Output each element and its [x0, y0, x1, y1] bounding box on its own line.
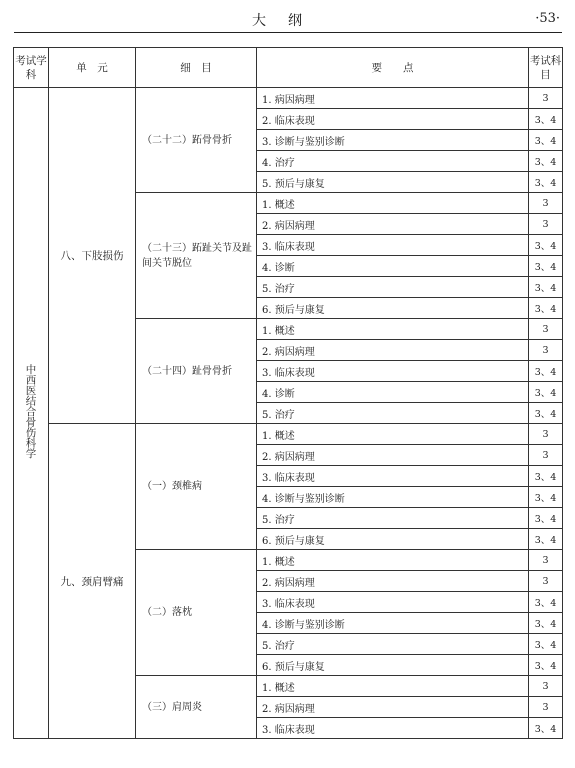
detail-cell: （三）肩周炎: [136, 676, 257, 739]
point-cell: 4. 诊断与鉴别诊断: [257, 613, 529, 634]
unit-cell: 八、下肢损伤: [49, 88, 136, 424]
exam-level-cell: 3: [529, 193, 563, 214]
exam-level-cell: 3、4: [529, 235, 563, 256]
exam-level-cell: 3: [529, 550, 563, 571]
point-cell: 4. 诊断与鉴别诊断: [257, 487, 529, 508]
exam-level-cell: 3、4: [529, 487, 563, 508]
point-cell: 1. 概述: [257, 424, 529, 445]
point-cell: 4. 诊断: [257, 382, 529, 403]
point-cell: 4. 诊断: [257, 256, 529, 277]
exam-level-cell: 3、4: [529, 592, 563, 613]
point-cell: 5. 治疗: [257, 634, 529, 655]
exam-level-cell: 3、4: [529, 172, 563, 193]
column-header-unit: 单 元: [49, 48, 136, 88]
point-cell: 5. 预后与康复: [257, 172, 529, 193]
exam-level-cell: 3: [529, 571, 563, 592]
point-cell: 6. 预后与康复: [257, 298, 529, 319]
exam-level-cell: 3、4: [529, 109, 563, 130]
column-header-detail: 细 目: [136, 48, 257, 88]
table-body: [14, 88, 563, 739]
point-cell: 1. 概述: [257, 676, 529, 697]
detail-cell: （一）颈椎病: [136, 424, 257, 550]
exam-level-cell: 3、4: [529, 508, 563, 529]
table-row: [14, 88, 563, 109]
exam-level-cell: 3、4: [529, 151, 563, 172]
detail-cell: （二十二）跖骨骨折: [136, 88, 257, 193]
point-cell: 3. 临床表现: [257, 718, 529, 739]
point-cell: 1. 概述: [257, 550, 529, 571]
column-header-subject: 考试学科: [14, 48, 49, 88]
point-cell: 3. 临床表现: [257, 466, 529, 487]
subject-cell: [14, 88, 49, 739]
point-cell: 5. 治疗: [257, 403, 529, 424]
detail-cell: （二）落枕: [136, 550, 257, 676]
exam-level-cell: 3、4: [529, 466, 563, 487]
exam-level-cell: 3: [529, 340, 563, 361]
exam-level-cell: 3、4: [529, 361, 563, 382]
point-cell: 3. 诊断与鉴别诊断: [257, 130, 529, 151]
point-cell: 2. 临床表现: [257, 109, 529, 130]
point-cell: 2. 病因病理: [257, 697, 529, 718]
point-cell: 2. 病因病理: [257, 214, 529, 235]
exam-level-cell: 3、4: [529, 382, 563, 403]
point-cell: 3. 临床表现: [257, 235, 529, 256]
exam-level-cell: 3、4: [529, 298, 563, 319]
point-cell: 2. 病因病理: [257, 571, 529, 592]
detail-cell: （二十四）趾骨骨折: [136, 319, 257, 424]
point-cell: 5. 治疗: [257, 508, 529, 529]
point-cell: 1. 病因病理: [257, 88, 529, 109]
exam-level-cell: 3: [529, 676, 563, 697]
exam-level-cell: 3、4: [529, 403, 563, 424]
syllabus-table: [13, 47, 563, 739]
subject-label: 中西医结合骨伤科学: [24, 364, 37, 459]
point-cell: 3. 临床表现: [257, 361, 529, 382]
point-cell: 6. 预后与康复: [257, 655, 529, 676]
point-cell: 3. 临床表现: [257, 592, 529, 613]
exam-level-cell: 3、4: [529, 529, 563, 550]
exam-level-cell: 3、4: [529, 613, 563, 634]
exam-level-cell: 3: [529, 214, 563, 235]
page-number: ·53·: [535, 11, 560, 26]
exam-level-cell: 3: [529, 319, 563, 340]
exam-level-cell: 3: [529, 697, 563, 718]
point-cell: 1. 概述: [257, 193, 529, 214]
unit-cell: 九、颈肩臂痛: [49, 424, 136, 739]
point-cell: 6. 预后与康复: [257, 529, 529, 550]
exam-level-cell: 3: [529, 88, 563, 109]
point-cell: 1. 概述: [257, 319, 529, 340]
exam-level-cell: 3、4: [529, 655, 563, 676]
exam-level-cell: 3: [529, 424, 563, 445]
page-title: 大纲: [252, 13, 324, 29]
page-header: [14, 8, 562, 33]
point-cell: 5. 治疗: [257, 277, 529, 298]
table-row: [14, 424, 563, 445]
exam-level-cell: 3、4: [529, 130, 563, 151]
exam-level-cell: 3、4: [529, 634, 563, 655]
point-cell: 2. 病因病理: [257, 445, 529, 466]
table-header-row: [14, 48, 563, 88]
exam-level-cell: 3、4: [529, 718, 563, 739]
column-header-exam-level: 考试科目: [529, 48, 563, 88]
exam-level-cell: 3: [529, 445, 563, 466]
exam-level-cell: 3、4: [529, 256, 563, 277]
detail-cell: （二十三）跖趾关节及趾间关节脱位: [136, 193, 257, 319]
exam-level-cell: 3、4: [529, 277, 563, 298]
point-cell: 2. 病因病理: [257, 340, 529, 361]
point-cell: 4. 治疗: [257, 151, 529, 172]
column-header-points: 要 点: [257, 48, 529, 88]
